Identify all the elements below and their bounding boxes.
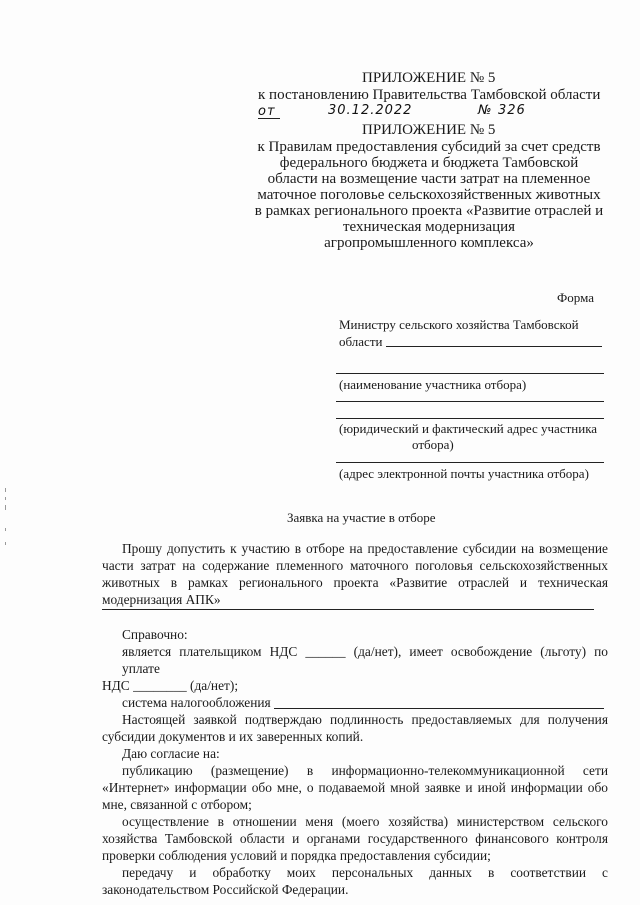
vat-line: является плательщиком НДС ______ (да/нет), имеет освобождение (льготу) по уплате — [122, 644, 608, 676]
tax-system-row — [102, 694, 608, 711]
publication-line-last: мне, связанной с отбором; — [102, 797, 252, 812]
resolution-reference: к постановлению Правительства Тамбовской области — [258, 87, 601, 103]
participant-name-caption: (наименование участника отбора) — [339, 377, 527, 392]
address-caption-1: (юридический и фактический адрес участника — [339, 421, 598, 436]
scan-artifact — [5, 505, 6, 510]
reference-title: Справочно: — [122, 627, 188, 642]
region-field-line[interactable] — [386, 346, 602, 347]
rules-line: к Правилам предоставления субсидий за счет средств — [257, 139, 601, 155]
control-line: хозяйства Тамбовской области и органами государственного финансового контроля — [102, 831, 608, 846]
control-line: осуществление в отношении меня (моего хозяйства) министерством сельского — [122, 814, 608, 829]
personal-data-line: передачу и обработку моих персональных данных в соответствии с — [122, 865, 608, 880]
addressee-line-1: Министру сельского хозяйства Тамбовской — [339, 317, 579, 332]
rules-line: агропромышленного комплекса» — [324, 235, 534, 251]
request-line: Прошу допустить к участию в отборе на предоставление субсидии на возмещение — [122, 541, 608, 556]
request-line: животных в рамках регионального проекта «Развитие отраслей и техническая — [102, 575, 608, 590]
request-paragraph — [102, 540, 608, 608]
rules-line: федерального бюджета и бюджета Тамбовской — [279, 155, 579, 171]
addressee-line-2: области — [339, 334, 383, 349]
tax-system-label: система налогообложения — [122, 695, 271, 710]
control-line-last: проверки соблюдения условий и порядка предоставления субсидии; — [102, 848, 491, 863]
date-prefix: от — [258, 104, 276, 119]
confirm-line: Настоящей заявкой подтверждаю подлинность предоставляемых для получения — [122, 712, 608, 727]
rules-line: области на возмещение части затрат на племенное — [267, 171, 591, 187]
rules-line: маточное поголовье сельскохозяйственных животных — [257, 187, 601, 203]
date-underline — [258, 118, 280, 119]
consent-title: Даю согласие на: — [122, 746, 220, 761]
appendix-title-2: ПРИЛОЖЕНИЕ № 5 — [362, 122, 496, 138]
address-line-1[interactable] — [336, 401, 604, 402]
participant-name-line[interactable] — [336, 373, 604, 374]
confirm-line-last: субсидии документов и их заверенных копий. — [102, 729, 364, 744]
rules-reference — [250, 139, 608, 251]
request-line-last: модернизация АПК» — [102, 592, 221, 607]
scan-artifact — [5, 497, 6, 500]
number-value: 326 — [498, 103, 526, 118]
number-prefix: № — [478, 103, 493, 118]
publication-line: публикацию (размещение) в информационно-телекоммуникационной сети — [122, 763, 608, 778]
date-value: 30.12.2022 — [328, 103, 413, 118]
vat-line-2: НДС ________ (да/нет); — [102, 678, 239, 693]
email-caption: (адрес электронной почты участника отбора) — [339, 466, 589, 481]
address-line-2[interactable] — [336, 418, 604, 419]
email-line[interactable] — [336, 462, 604, 463]
form-label: Форма — [557, 290, 594, 305]
tax-system-field-line[interactable] — [274, 708, 604, 709]
application-title: Заявка на участие в отборе — [287, 510, 436, 525]
rules-line: в рамках регионального проекта «Развитие отраслей и — [254, 203, 604, 219]
rules-line: техническая модернизация — [342, 219, 516, 235]
publication-line: «Интернет» информации обо мне, о подаваемой мной заявке и иной информации обо — [102, 780, 608, 795]
reference-section — [102, 626, 608, 898]
request-line: части затрат на содержание племенного маточного поголовья сельскохозяйственных — [102, 558, 608, 573]
scan-artifact — [5, 488, 6, 492]
request-underline[interactable] — [102, 609, 594, 610]
personal-data-line-last: законодательством Российской Федерации. — [102, 882, 349, 897]
appendix-title-1: ПРИЛОЖЕНИЕ № 5 — [362, 70, 496, 86]
address-caption-2: отбора) — [412, 437, 454, 452]
scan-artifact — [5, 528, 6, 531]
scan-artifact — [5, 542, 6, 545]
